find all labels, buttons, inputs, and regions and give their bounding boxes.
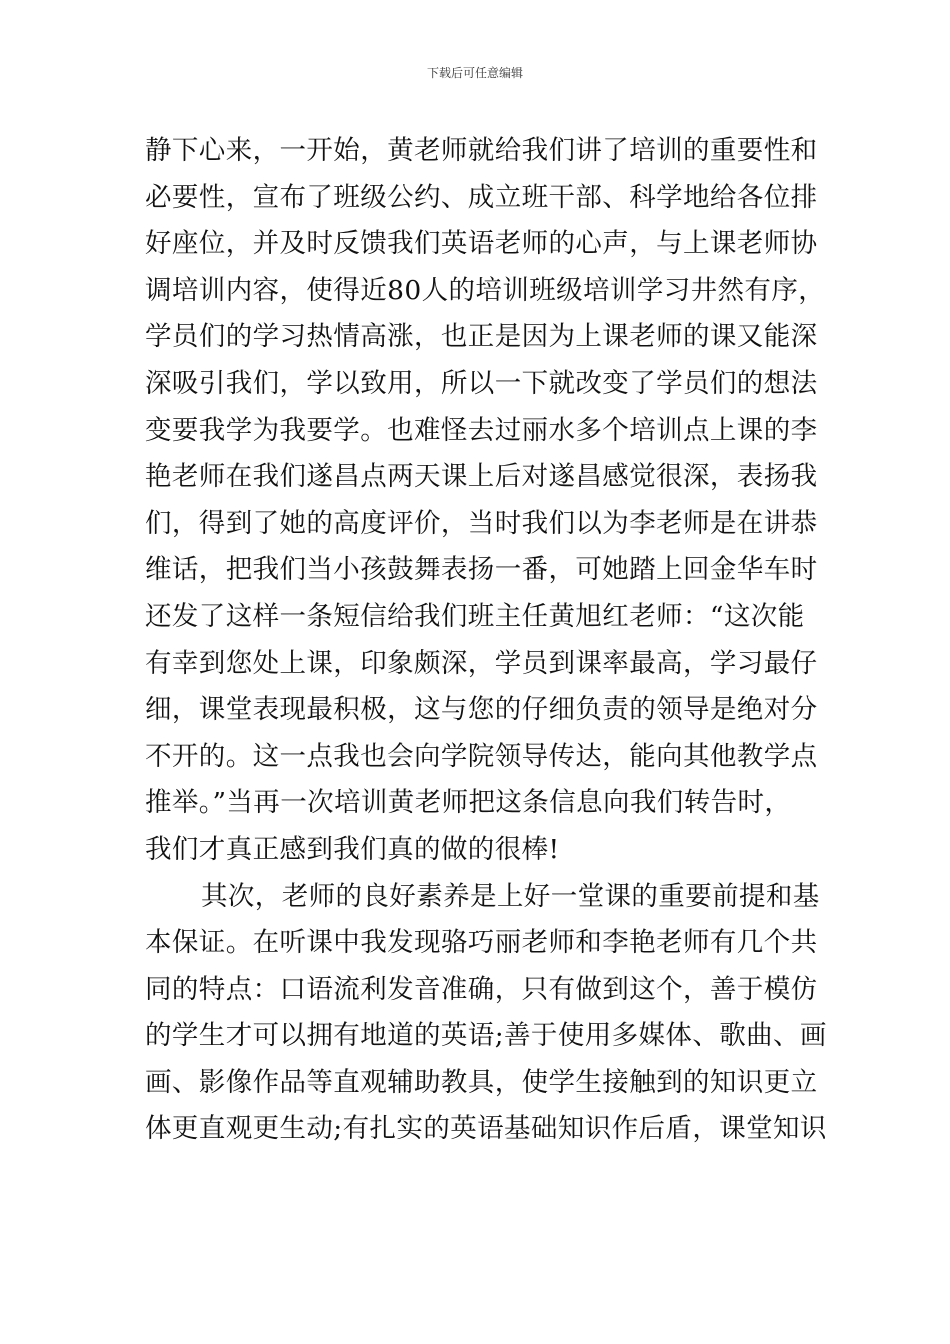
text-line: 们，得到了她的高度评价，当时我们以为李老师是在讲恭 — [145, 507, 818, 539]
text-line: 必要性，宣布了班级公约、成立班干部、科学地给各位排 — [145, 181, 818, 213]
text-line: 推举。”当再一次培训黄老师把这条信息向我们转告时， — [145, 787, 792, 819]
document-body — [145, 128, 827, 1153]
text-line: 变要我学为我要学。也难怪去过丽水多个培训点上课的李 — [145, 414, 818, 446]
text-line: 的学生才可以拥有地道的英语;善于使用多媒体、歌曲、画 — [145, 1020, 827, 1052]
text-line: 体更直观更生动;有扎实的英语基础知识作后盾，课堂知识 — [145, 1113, 827, 1145]
text-line: 画、影像作品等直观辅助教具，使学生接触到的知识更立 — [145, 1066, 818, 1098]
page-header: 下载后可任意编辑 — [426, 66, 523, 80]
text-line: 深吸引我们，学以致用，所以一下就改变了学员们的想法 — [145, 367, 818, 399]
text-line: 不开的。这一点我也会向学院领导传达，能向其他教学点 — [145, 740, 818, 772]
text-line: 艳老师在我们遂昌点两天课上后对遂昌感觉很深，表扬我 — [145, 461, 818, 493]
paragraph-start-line: 其次，老师的良好素养是上好一堂课的重要前提和基 — [201, 880, 820, 912]
text-line: 同的特点：口语流利发音准确，只有做到这个，善于模仿 — [145, 973, 818, 1005]
text-line: 学员们的学习热情高涨，也正是因为上课老师的课又能深 — [145, 321, 818, 353]
text-line: 我们才真正感到我们真的做的很棒! — [145, 833, 560, 865]
text-line: 本保证。在听课中我发现骆巧丽老师和李艳老师有几个共 — [145, 927, 818, 959]
text-line: 好座位，并及时反馈我们英语老师的心声，与上课老师协 — [145, 228, 818, 260]
text-line: 细，课堂表现最积极，这与您的仔细负责的领导是绝对分 — [145, 694, 818, 726]
text-line: 有幸到您处上课，印象颇深，学员到课率最高，学习最仔 — [145, 647, 818, 679]
text-line: 静下心来，一开始，黄老师就给我们讲了培训的重要性和 — [145, 135, 818, 166]
text-line: 还发了这样一条短信给我们班主任黄旭红老师：“这次能 — [145, 600, 805, 632]
text-line: 维话，把我们当小孩鼓舞表扬一番，可她踏上回金华车时 — [145, 554, 818, 586]
text-line: 调培训内容，使得近80人的培训班级培训学习井然有序， — [145, 274, 826, 306]
